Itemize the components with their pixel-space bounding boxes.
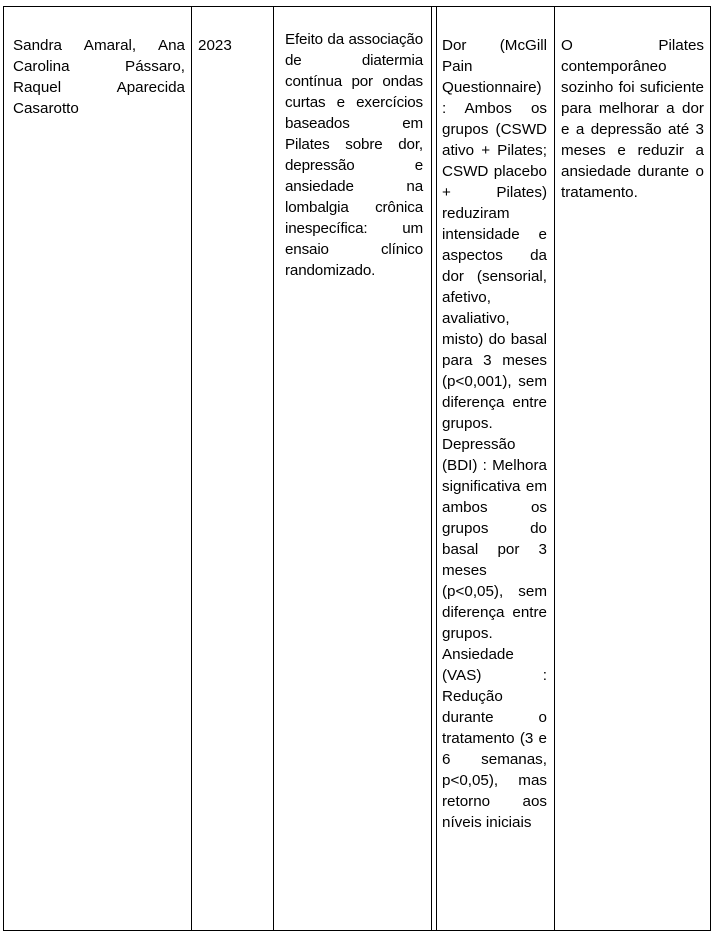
title-cell	[274, 7, 432, 931]
results-text: Dor (McGill Pain Questionnaire) : Ambos os grupos (CSWD ativo + Pilates; CSWD placebo + Pilates) reduziram intensidade e aspectos da dor (sensorial, afetivo, avaliativo, misto) do basal para 3 meses (p<0,001), sem diferença entre grupos. Depressão (BDI) : Melhora significativa em ambos os grupos do basal por 3 meses (p<0,05), sem diferença entre grupos. Ansiedade (VAS) : Redução durante o tratamento (3 e 6 semanas, p<0,05), mas retorno aos níveis iniciais	[442, 37, 547, 831]
conclusion-text: O Pilates contemporâneo sozinho foi suficiente para melhorar a dor e a depressão até 3 meses e reduzir a ansiedade durante o tratamento.	[561, 37, 704, 201]
year-text: 2023	[198, 37, 232, 54]
authors-cell	[4, 7, 192, 931]
conclusion-cell	[555, 7, 711, 931]
studies-table	[3, 6, 711, 931]
table-row	[4, 7, 711, 931]
year-cell	[192, 7, 274, 931]
authors-text: Sandra Amaral, Ana Carolina Pássaro, Raquel Aparecida Casarotto	[13, 37, 185, 117]
title-text: Efeito da associação de diatermia contínua por ondas curtas e exercícios baseados em Pilates sobre dor, depressão e ansiedade na lombalgia crônica inespecífica: um ensaio clínico randomizado.	[285, 31, 423, 279]
results-cell	[437, 7, 555, 931]
